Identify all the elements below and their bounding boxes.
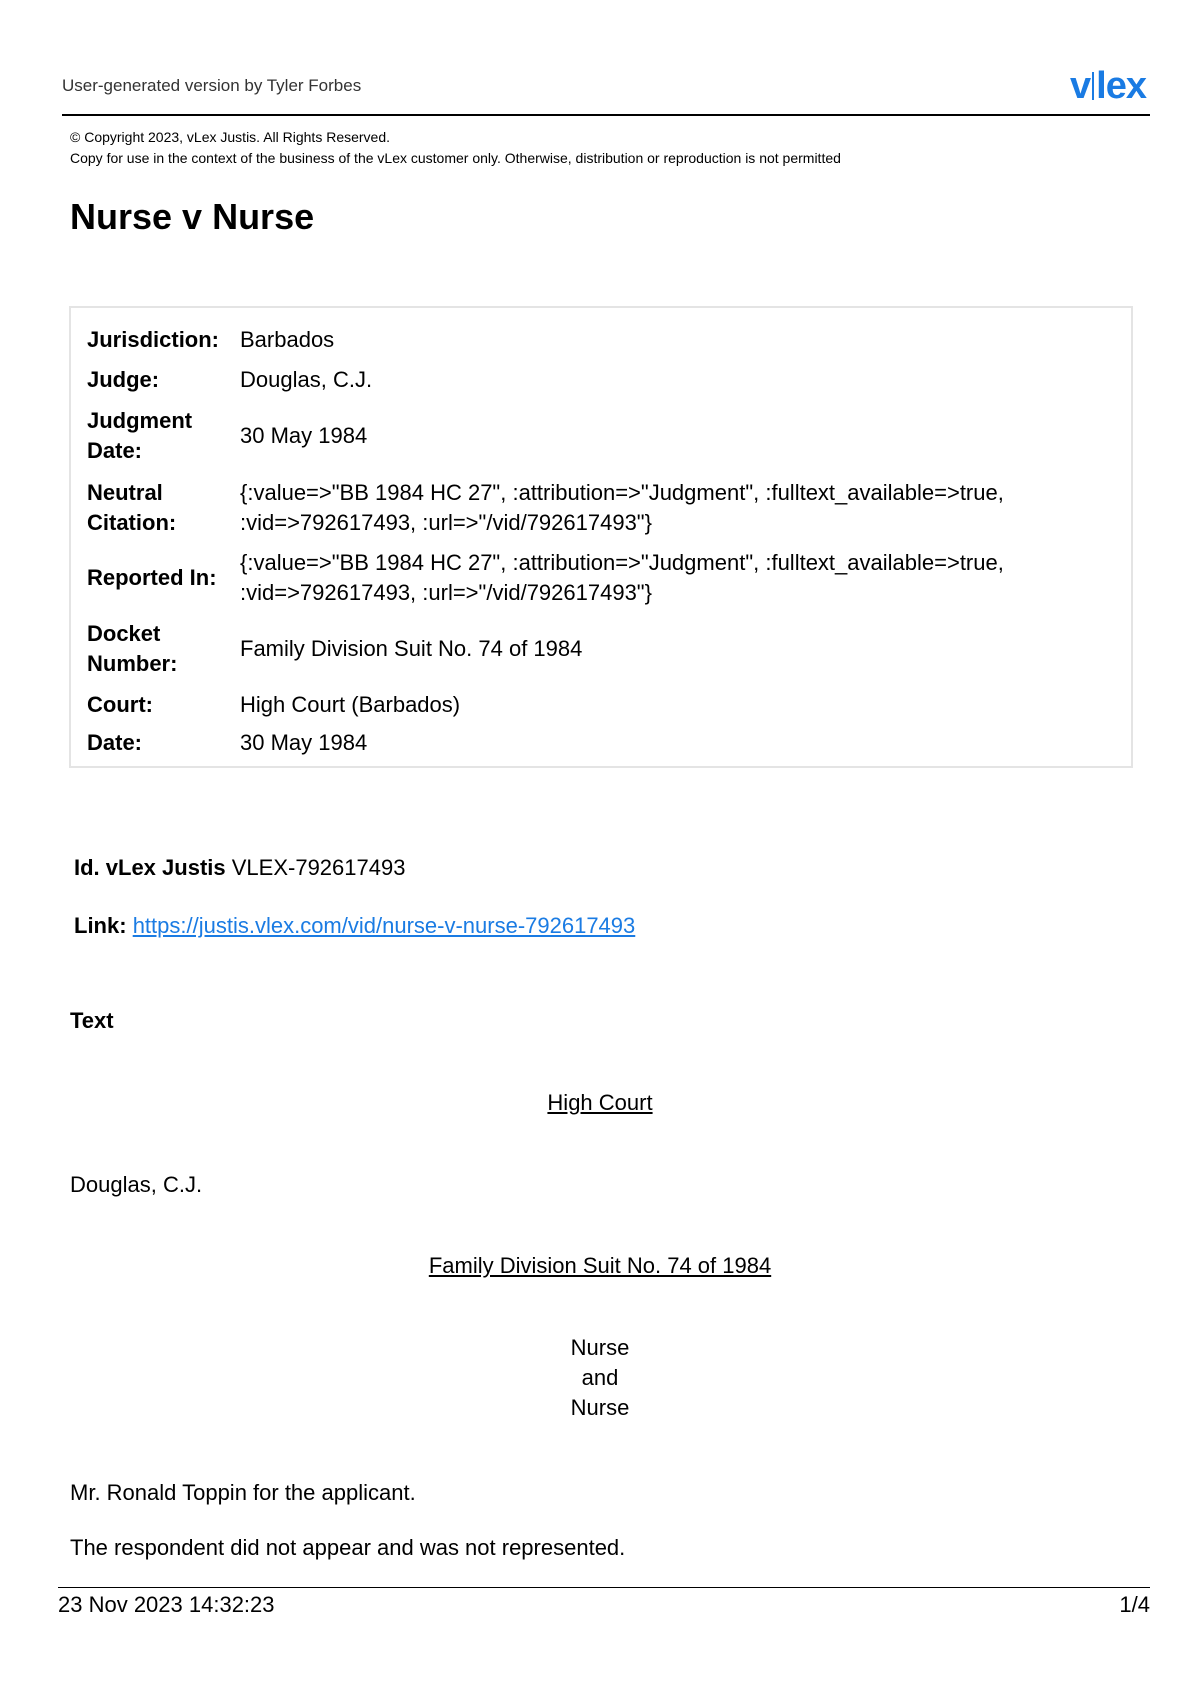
logo-letter-v: v xyxy=(1070,65,1091,107)
metadata-value: {:value=>"BB 1984 HC 27", :attribution=>"Judgment", :fulltext_available=>true, :vid=>792617493, :url=>"/vid/792617493"} xyxy=(240,480,1004,535)
logo-letters-lex: lex xyxy=(1096,65,1146,107)
metadata-value: Family Division Suit No. 74 of 1984 xyxy=(240,636,583,661)
link-label: Link: xyxy=(74,913,127,938)
party-applicant: Nurse xyxy=(570,1335,630,1360)
vlex-id-value: VLEX-792617493 xyxy=(231,855,406,880)
party-respondent: Nurse xyxy=(570,1395,630,1420)
judge-name: Douglas, C.J. xyxy=(70,1172,203,1197)
document-link[interactable]: https://justis.vlex.com/vid/nurse-v-nurse-792617493 xyxy=(132,913,636,938)
metadata-label: Neutral Citation: xyxy=(87,480,177,535)
metadata-value: High Court (Barbados) xyxy=(240,692,461,717)
parties-block xyxy=(0,1333,1200,1423)
page-number: 1/4 xyxy=(1119,1592,1150,1617)
copyright-notice xyxy=(70,127,841,169)
footer-timestamp: 23 Nov 2023 14:32:23 xyxy=(58,1592,275,1617)
text-section-heading: Text xyxy=(70,1008,114,1033)
metadata-label: Docket Number: xyxy=(87,621,178,676)
metadata-value: 30 May 1984 xyxy=(240,730,368,755)
metadata-value: {:value=>"BB 1984 HC 27", :attribution=>"Judgment", :fulltext_available=>true, :vid=>792617493, :url=>"/vid/792617493"} xyxy=(240,550,1004,605)
user-version-label: User-generated version by Tyler Forbes xyxy=(62,76,362,95)
metadata-label: Judgment Date: xyxy=(87,408,193,463)
metadata-row-neutral-citation xyxy=(87,477,1117,539)
court-heading: High Court xyxy=(547,1090,653,1115)
logo-divider-bar xyxy=(1092,72,1094,100)
respondent-paragraph: The respondent did not appear and was not represented. xyxy=(70,1535,626,1560)
metadata-label: Judge: xyxy=(87,367,160,392)
metadata-row-judgment-date xyxy=(87,404,1117,468)
page-header xyxy=(62,62,1150,116)
page-footer xyxy=(58,1587,1150,1617)
metadata-row-judge xyxy=(87,365,1117,395)
distribution-notice: Copy for use in the context of the business of the vLex customer only. Otherwise, distribution or reproduction is not permitted xyxy=(70,150,841,166)
vlex-id-line xyxy=(74,855,405,881)
parties-conjunction: and xyxy=(581,1365,619,1390)
metadata-label: Court: xyxy=(87,692,153,717)
metadata-row-court xyxy=(87,690,1117,720)
metadata-label: Reported In: xyxy=(87,565,217,590)
metadata-row-reported-in xyxy=(87,547,1117,609)
metadata-row-docket-number xyxy=(87,617,1117,681)
metadata-box xyxy=(69,306,1133,768)
counsel-paragraph: Mr. Ronald Toppin for the applicant. xyxy=(70,1480,416,1505)
metadata-label: Jurisdiction: xyxy=(87,327,220,352)
metadata-value: Barbados xyxy=(240,327,335,352)
document-title: Nurse v Nurse xyxy=(70,196,315,237)
metadata-label: Date: xyxy=(87,730,143,755)
copyright-line: © Copyright 2023, vLex Justis. All Rights Reserved. xyxy=(70,129,391,145)
metadata-row-date xyxy=(87,728,1117,758)
metadata-value: 30 May 1984 xyxy=(240,423,368,448)
suit-heading: Family Division Suit No. 74 of 1984 xyxy=(428,1253,772,1278)
metadata-row-jurisdiction xyxy=(87,325,1117,355)
link-line xyxy=(74,913,635,939)
metadata-value: Douglas, C.J. xyxy=(240,367,373,392)
vlex-id-label: Id. vLex Justis xyxy=(74,855,226,880)
vlex-logo xyxy=(1070,64,1146,108)
